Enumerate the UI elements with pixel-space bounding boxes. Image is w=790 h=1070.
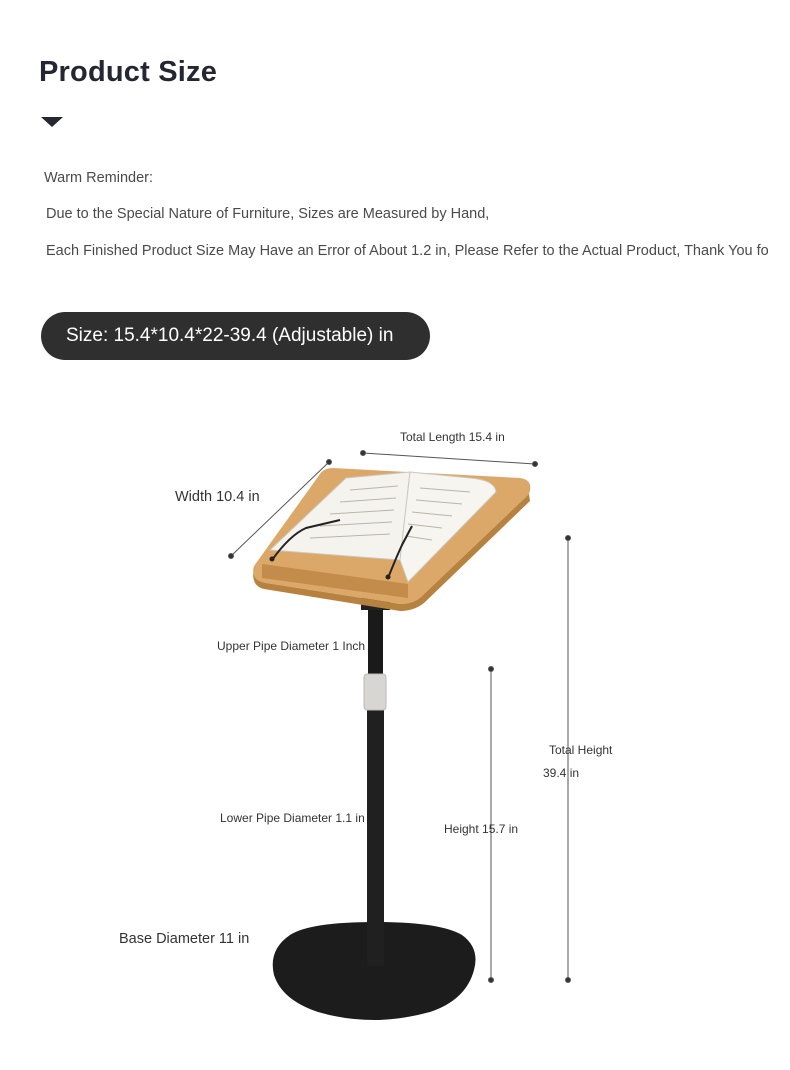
length-dimension-line <box>363 453 535 464</box>
lower-pipe <box>367 700 384 966</box>
width-label: Width 10.4 in <box>175 489 260 505</box>
reminder-heading: Warm Reminder: <box>44 170 154 186</box>
page-title: Product Size <box>39 56 218 88</box>
reminder-line-1: Due to the Special Nature of Furniture, Sizes are Measured by Hand, <box>46 206 490 222</box>
total-height-value: 39.4 in <box>543 766 580 780</box>
lower-pipe-label: Lower Pipe Diameter 1.1 in <box>220 811 365 825</box>
base-diameter-label: Base Diameter 11 in <box>119 931 250 947</box>
total-height-label: Total Height <box>549 743 613 757</box>
size-badge-text: Size: 15.4*10.4*22-39.4 (Adjustable) in <box>66 325 394 346</box>
upper-pipe-label: Upper Pipe Diameter 1 Inch <box>217 639 366 653</box>
reminder-line-2: Each Finished Product Size May Have an Error of About 1.2 in, Please Refer to the Actual Product, Thank You fo <box>46 243 769 259</box>
height-collar <box>364 674 386 710</box>
total-length-label: Total Length 15.4 in <box>400 430 505 444</box>
height-label: Height 15.7 in <box>444 822 519 836</box>
